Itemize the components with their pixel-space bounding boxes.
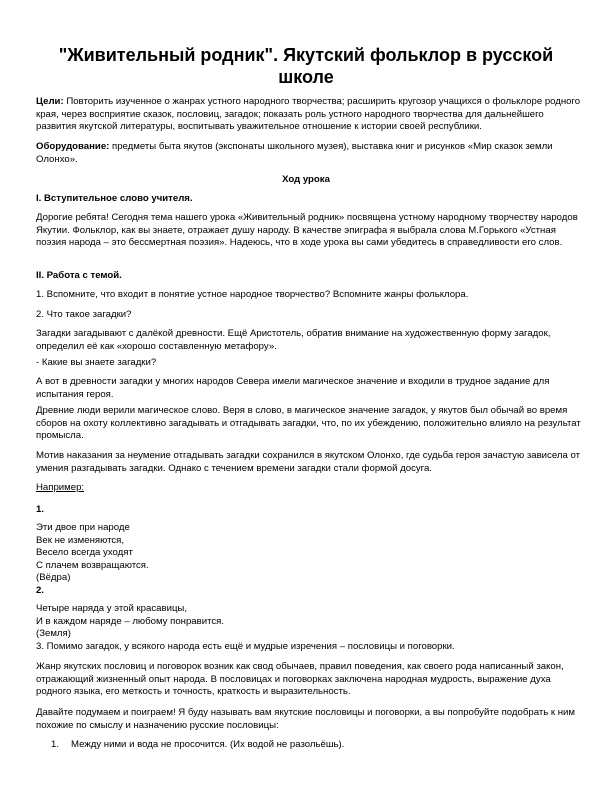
proverbs-intro: 3. Помимо загадок, у всякого народа есть ещё и мудрые изречения – пословицы и поговорки.	[36, 640, 455, 652]
riddles-north: А вот в древности загадки у многих народов Севера имели магическое значение и входили в трудное задание для испытания героя.	[36, 376, 550, 400]
section2-heading: II. Работа с темой.	[36, 270, 122, 281]
goals-text: Повторить изученное о жанрах устного народного творчества; расширить кругозор учащихся о фольклоре родного края, через восприятие сказок, пословиц, загадок; показать роль устного народного творчества для дальнейшего развития якутской литературы, воспитывать уважительное отношение к истории своей республики.	[36, 96, 581, 133]
riddle-line: Весело всегда уходят	[36, 547, 133, 559]
page-title: "Живительный родник". Якутский фольклор в русской школе	[58, 45, 554, 87]
riddles-question: - Какие вы знаете загадки?	[36, 357, 157, 368]
goals-label: Цели:	[36, 96, 64, 107]
equipment-label: Оборудование:	[36, 141, 110, 152]
lesson-heading: Ход урока	[282, 174, 330, 185]
riddle-line: Эти двое при народе	[36, 522, 130, 533]
riddle-line: С плачем возвращаются.	[36, 559, 149, 571]
equipment-text: предметы быта якутов (экспонаты школьного музея), выставка книг и рисунков «Мир сказок земли Олонхо».	[36, 141, 553, 165]
riddles-magic: Древние люди верили магическое слово. Веря в слово, в магическое значение загадок, у якутов был обычай во время сборов на охоту коллективно загадывать и отгадывать загадки, что, по их убеждению, положительно влияло на результат промысла.	[36, 405, 581, 442]
riddle-line: Четыре наряда у этой красавицы,	[36, 603, 187, 614]
question-1: 1. Вспомните, что входит в понятие устное народное творчество? Вспомните жанры фольклора.	[36, 289, 469, 300]
riddle-line: Век не изменяются,	[36, 534, 125, 546]
list-item-text: Между ними и вода не просочится. (Их водой не разольёшь).	[71, 739, 345, 750]
riddle-2-number: 2.	[36, 584, 45, 596]
section1-heading: I. Вступительное слово учителя.	[36, 193, 193, 204]
question-2: 2. Что такое загадки?	[36, 309, 132, 320]
riddle-answer: (Вёдра)	[36, 572, 71, 584]
proverbs-game: Давайте подумаем и поиграем! Я буду называть вам якутские пословицы и поговорки, а вы попробуйте подобрать к ним похожие по смыслу и назначению русские пословицы:	[36, 707, 575, 731]
goals-paragraph	[36, 96, 584, 134]
riddle-1-number: 1.	[36, 504, 45, 515]
section1-text: Дорогие ребята! Сегодня тема нашего урока «Живительный родник» посвящена устному народному творчеству народов Якутии. Фольклор, как вы знаете, отражает душу народу. В качестве эпиграфа я выбрала слова М.Горького «Устная поэзия народа – это бессмертная поэзия». Надеюсь, что в ходе урока вы сами убедитесь в справедливости его слов.	[36, 212, 578, 249]
equipment-paragraph	[36, 141, 584, 166]
riddle-line: И в каждом наряде – любому понравится.	[36, 615, 225, 627]
riddles-history: Загадки загадывают с далёкой древности. Ещё Аристотель, обратив внимание на художественную форму загадок, определил её как «хорошо составленную метафору».	[36, 328, 551, 352]
riddle-answer: (Земля)	[36, 628, 71, 640]
list-item	[51, 739, 581, 752]
riddles-olonkho: Мотив наказания за неумение отгадывать загадки сохранился в якутском Олонхо, где судьба героя зачастую зависела от умения разгадывать загадки. Однако с течением времени загадки стали формой досуга.	[36, 450, 580, 474]
list-item-number: 1.	[51, 739, 60, 750]
riddle-1	[36, 522, 584, 598]
proverbs-genre: Жанр якутских пословиц и поговорок возник как свод обычаев, правил поведения, как своего рода написанный закон, отражающий жизненный опыт народа. В пословицах и поговорках заключена народная мудрость, выражение духа родного языка, его меткость и точность, краткость и выразительность.	[36, 661, 564, 698]
example-label: Например:	[36, 482, 85, 493]
riddle-2	[36, 603, 584, 653]
